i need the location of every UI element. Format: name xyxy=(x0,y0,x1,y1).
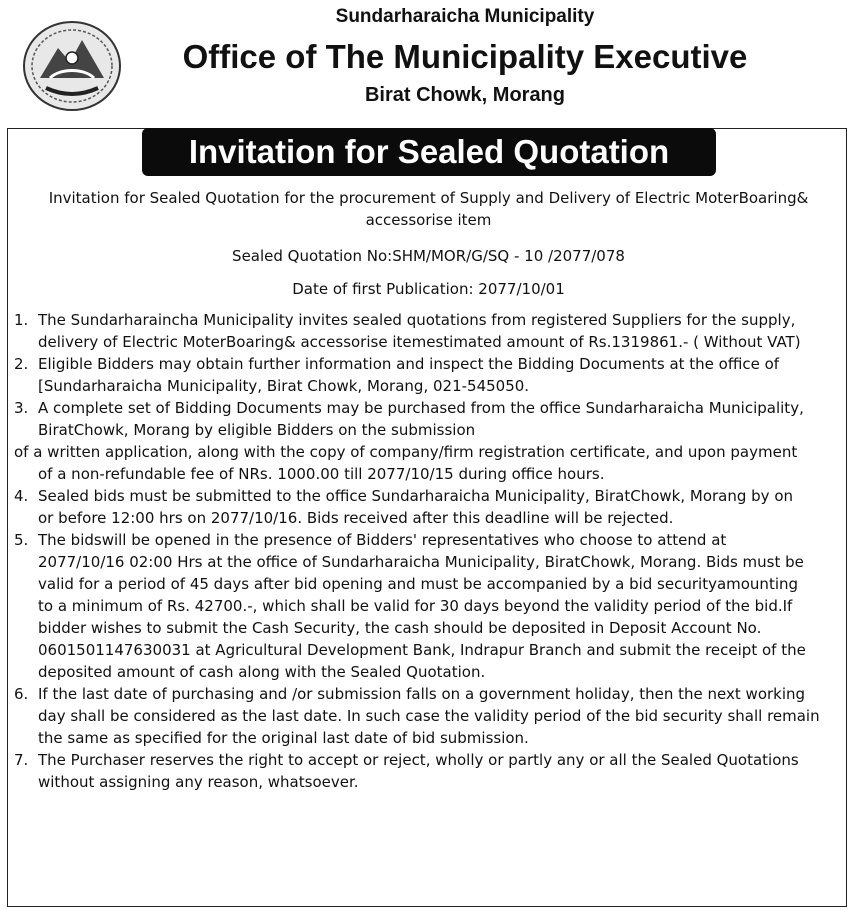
municipality-name: Sundarharaicha Municipality xyxy=(335,6,595,27)
item-text: 2077/10/16 02:00 Hrs at the office of Sundarharaicha Municipality, BiratChowk, Morang. Bids must be xyxy=(38,553,804,571)
publication-date: Date of first Publication: 2077/10/01 xyxy=(292,280,565,298)
quotation-number: Sealed Quotation No:SHM/MOR/G/SQ - 10 /2077/078 xyxy=(232,247,625,265)
item-text: bidder wishes to submit the Cash Security, the cash should be deposited in Deposit Account No. xyxy=(38,619,762,637)
list-item xyxy=(14,397,844,485)
item-number: 4. xyxy=(14,487,29,505)
item-number: 3. xyxy=(14,399,29,417)
header xyxy=(0,0,857,128)
item-text: The bidswill be opened in the presence of Bidders' representatives who choose to attend at xyxy=(38,531,727,549)
list-item xyxy=(14,485,844,529)
list-item xyxy=(14,353,844,397)
item-number: 7. xyxy=(14,751,29,769)
item-text: valid for a period of 45 days after bid opening and must be accompanied by a bid securityamounting xyxy=(38,575,799,593)
item-number: 6. xyxy=(14,685,29,703)
item-text: or before 12:00 hrs on 2077/10/16. Bids received after this deadline will be rejected. xyxy=(38,509,674,527)
office-title: Office of The Municipality Executive xyxy=(182,38,748,75)
item-text: A complete set of Bidding Documents may be purchased from the office Sundarharaicha Municipality, xyxy=(38,399,804,417)
list-item xyxy=(14,529,844,683)
list-item xyxy=(14,309,844,353)
item-text: delivery of Electric MoterBoaring& accessorise itemestimated amount of Rs.1319861.- ( Without VAT) xyxy=(38,333,801,351)
item-text: The Purchaser reserves the right to accept or reject, wholly or partly any or all the Sealed Quotations xyxy=(38,751,799,769)
item-text: the same as specified for the original last date of bid submission. xyxy=(38,729,529,747)
item-number: 2. xyxy=(14,355,29,373)
item-text: of a written application, along with the copy of company/firm registration certificate, and upon payment xyxy=(14,443,798,461)
item-text: without assigning any reason, whatsoever. xyxy=(38,773,359,791)
list-item xyxy=(14,683,844,749)
item-text: If the last date of purchasing and /or submission falls on a government holiday, then the next working xyxy=(38,685,806,703)
item-number: 1. xyxy=(14,311,29,329)
intro-line-2: accessorise item xyxy=(365,211,492,229)
intro-line-1: Invitation for Sealed Quotation for the procurement of Supply and Delivery of Electric MoterBoaring& xyxy=(48,189,809,207)
item-number: 5. xyxy=(14,531,29,549)
notice-items xyxy=(14,309,844,793)
item-text: to a minimum of Rs. 42700.-, which shall be valid for 30 days beyond the validity period of the bid.If xyxy=(38,597,793,615)
item-text: deposited amount of cash along with the Sealed Quotation. xyxy=(38,663,486,681)
item-text: Eligible Bidders may obtain further information and inspect the Bidding Documents at the office of xyxy=(38,355,780,373)
office-address: Birat Chowk, Morang xyxy=(364,84,565,106)
notice-banner-title: Invitation for Sealed Quotation xyxy=(142,128,716,176)
item-text: of a non-refundable fee of NRs. 1000.00 till 2077/10/15 during office hours. xyxy=(38,465,605,483)
item-text: The Sundarharaincha Municipality invites sealed quotations from registered Suppliers for the supply, xyxy=(38,311,796,329)
item-text: BiratChowk, Morang by eligible Bidders on the submission xyxy=(38,421,476,439)
item-text: [Sundarharaicha Municipality, Birat Chowk, Morang, 021-545050. xyxy=(38,377,530,395)
item-text: Sealed bids must be submitted to the office Sundarharaicha Municipality, BiratChowk, Morang by on xyxy=(38,487,794,505)
list-item xyxy=(14,749,844,793)
item-text: 0601501147630031 at Agricultural Development Bank, Indrapur Branch and submit the receipt of the xyxy=(38,641,806,659)
item-text: day shall be considered as the last date. In such case the validity period of the bid security shall remain xyxy=(38,707,820,725)
